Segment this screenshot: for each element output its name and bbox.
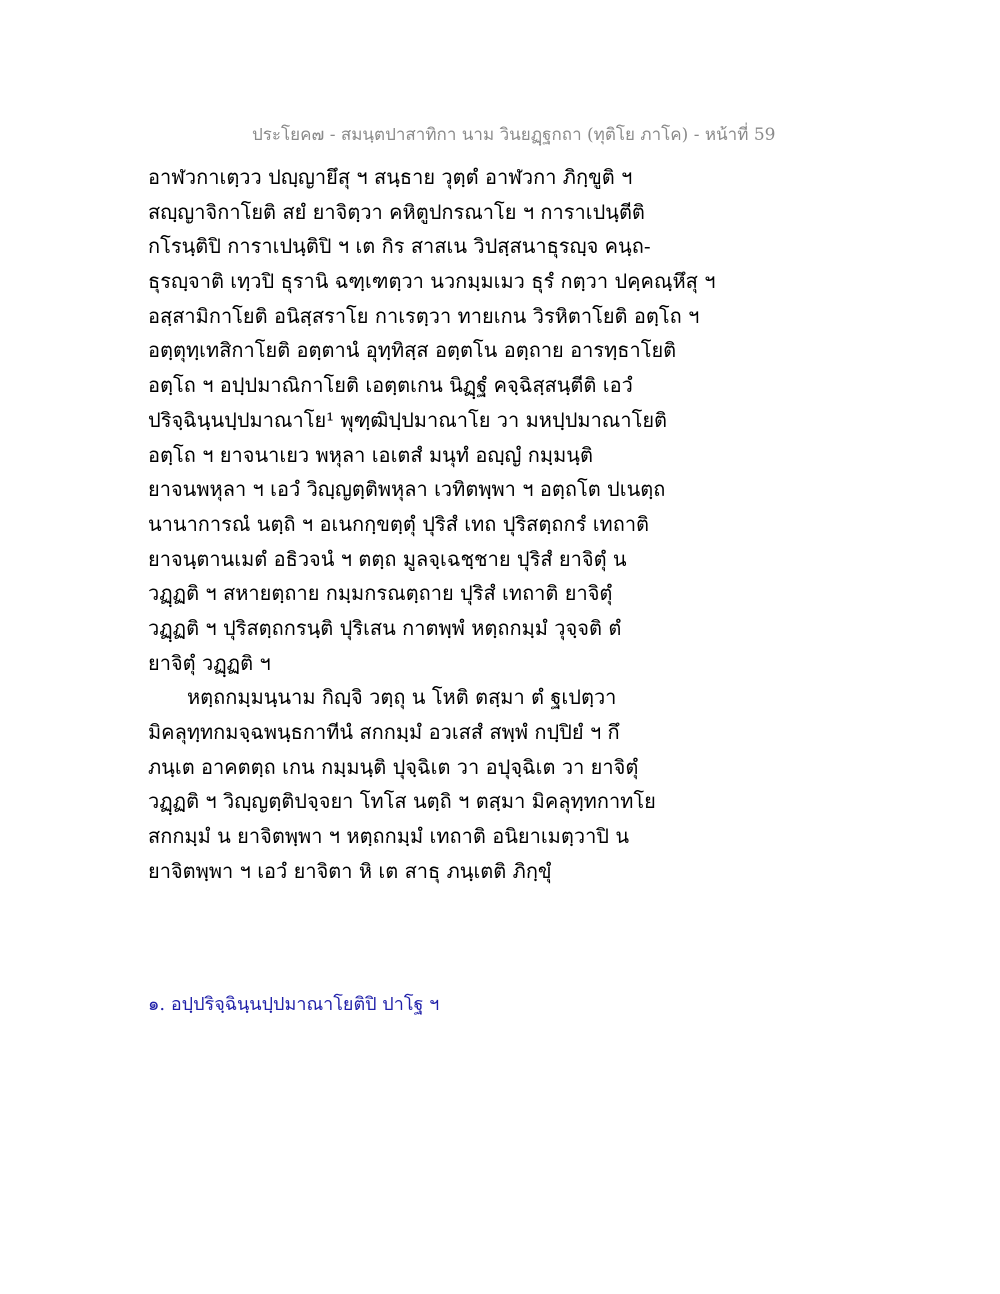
text-line: อตฺโถ ฯ ยาจนาเยว พหุลา เอเตสํ มนุทํ อญฺญํ กมฺมนฺติ	[148, 442, 593, 467]
text-line: วฏฺฏติ ฯ วิญฺญตฺติปจฺจยา โทโส นตฺถิ ฯ ตสฺมา มิคลุทฺทกาทโย	[148, 789, 656, 814]
text-line: อตฺตุทฺเทสิกาโยติ อตฺตานํ อุทฺทิสฺส อตฺตโน อตฺถาย อารทฺธาโยติ	[148, 338, 677, 363]
text-line: ปริจฺฉินฺนปฺปมาณาโย¹ พุฑฺฒิปฺปมาณาโย วา มหปฺปมาณาโยติ	[148, 407, 668, 432]
text-line: ยาจนพหุลา ฯ เอวํ วิญฺญตฺติพหุลา เวทิตพฺพา ฯ อตฺถโต ปเนตฺถ	[148, 477, 666, 502]
footnote: ๑. อปฺปริจฺฉินฺนปฺปมาณาโยติปิ ปาโฐ ฯ	[148, 994, 440, 1015]
paragraph-1	[148, 160, 716, 680]
text-line: วฏฺฏติ ฯ สหายตฺถาย กมฺมกรณตฺถาย ปุริสํ เทถาติ ยาจิตุํ	[148, 581, 613, 606]
text-line: อาฬวกาเตฺวว ปญฺญายึสุ ฯ สนฺธาย วุตฺตํ อาฬวกา ภิกฺขูติ ฯ	[148, 165, 633, 189]
page-header: ประโยค๗ - สมนฺตปาสาทิกา นาม วินยฏฺฐกถา (ทุติโย ภาโค) - หน้าที่ 59	[252, 125, 776, 145]
text-line: กโรนฺติปิ การาเปนฺติปิ ฯ เต กิร สาสเน วิปสฺสนาธุรญฺจ คนฺถ-	[148, 234, 651, 259]
text-line: สญฺญาจิกาโยติ สยํ ยาจิตฺวา คหิตูปกรณาโย ฯ การาเปนฺตีติ	[148, 199, 645, 224]
text-line-indented: หตฺถกมฺมนฺนาม กิญฺจิ วตฺถุ น โหติ ตสฺมา ตํ ฐเปตฺวา	[187, 685, 617, 710]
text-line: สกกมฺมํ น ยาจิตพฺพา ฯ หตฺถกมฺมํ เทถาติ อนิยาเมตฺวาปิ น	[148, 824, 630, 849]
body-text	[148, 160, 716, 888]
text-line: อตฺโถ ฯ อปฺปมาณิกาโยติ เอตฺตเกน นิฏฺฐํ คจฺฉิสฺสนฺตีติ เอวํ	[148, 373, 633, 398]
paragraph-2	[148, 680, 708, 888]
text-line: วฏฺฏติ ฯ ปุริสตฺถกรนฺติ ปุริเสน กาตพฺพํ หตฺถกมฺมํ วุจฺจติ ตํ	[148, 615, 622, 640]
text-line: ธุรญฺจาติ เทฺวปิ ธุรานิ ฉฑฺเฑตฺวา นวกมฺมเมว ธุรํ กตฺวา ปคฺคณฺหึสุ ฯ	[148, 269, 716, 294]
text-line: ภนฺเต อาคตตฺถ เกน กมฺมนฺติ ปุจฺฉิเต วา อปุจฺฉิเต วา ยาจิตุํ	[148, 754, 639, 779]
text-line: มิคลุทฺทกมจฺฉพนฺธกาทีนํ สกกมฺมํ อวเสสํ สพฺพํ กปฺปิยํ ฯ กึ	[148, 720, 620, 744]
text-line: ยาจิตุํ วฏฺฏติ ฯ	[148, 650, 271, 675]
text-line: ยาจิตพฺพา ฯ เอวํ ยาจิตา หิ เต สาธุ ภนฺเตติ ภิกฺขุํ	[148, 858, 552, 883]
text-line: นานาการณํ นตฺถิ ฯ อเนกกฺขตฺตุํ ปุริสํ เทถ ปุริสตฺถกรํ เทถาติ	[148, 511, 650, 536]
text-line: ยาจนฺตานเมตํ อธิวจนํ ฯ ตตฺถ มูลจฺเฉชฺชาย ปุริสํ ยาจิตุํ น	[148, 546, 627, 571]
text-line: อสฺสามิกาโยติ อนิสฺสราโย กาเรตฺวา ทายเกน วิรหิตาโยติ อตฺโถ ฯ	[148, 303, 700, 328]
